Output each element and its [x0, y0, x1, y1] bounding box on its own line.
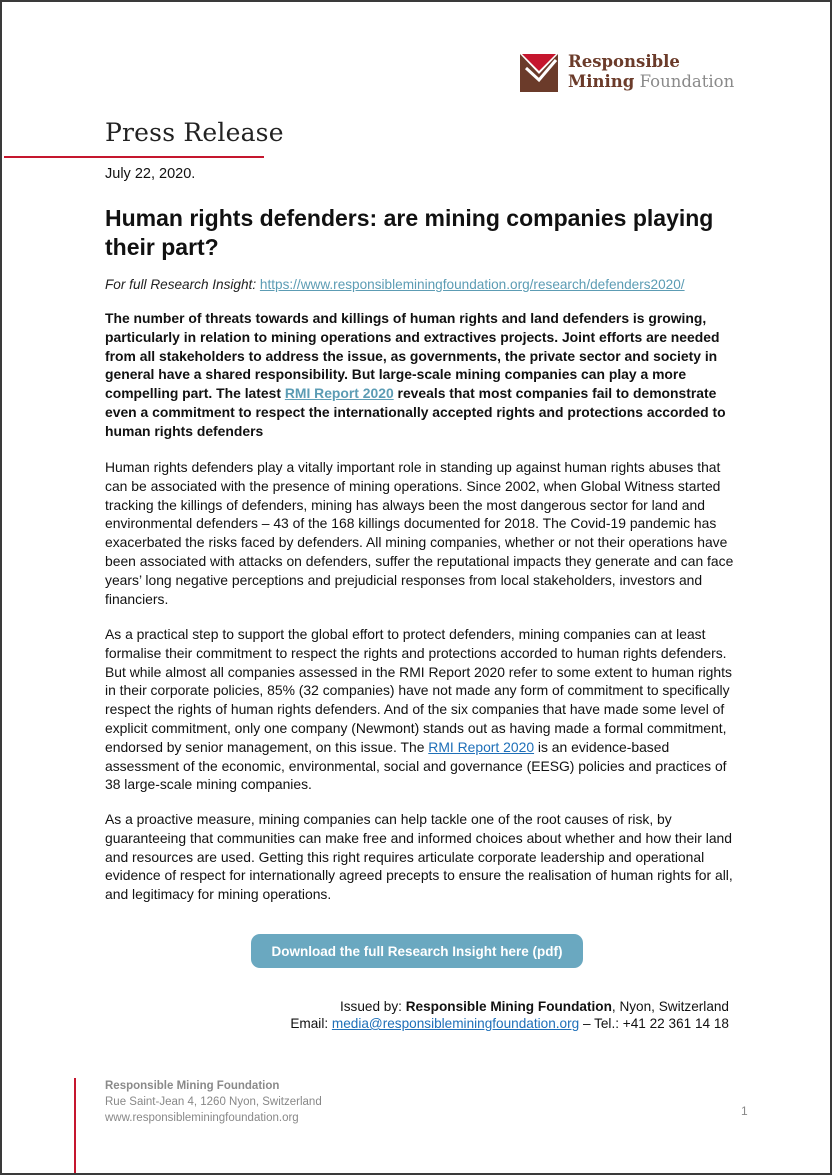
telephone: – Tel.: +41 22 361 14 18: [579, 1016, 729, 1031]
research-insight-line: [105, 277, 745, 292]
body-paragraph-2: [105, 625, 737, 794]
logo-word-foundation: Foundation: [639, 72, 735, 91]
download-pdf-button[interactable]: Download the full Research Insight here (pdf): [251, 934, 583, 968]
page-number: 1: [741, 1104, 748, 1118]
email-link[interactable]: media@responsibleminingfoundation.org: [331, 1016, 580, 1031]
issued-by-line: [129, 998, 729, 1015]
rmi-report-link-lead[interactable]: RMI Report 2020: [284, 385, 394, 402]
footer-street: Rue Saint-Jean 4, 1260 Nyon, Switzerland: [105, 1096, 322, 1108]
issued-location: , Nyon, Switzerland: [611, 999, 729, 1014]
logo-line-2: [568, 72, 734, 92]
envelope-check-icon: [520, 54, 558, 92]
footer-address: [105, 1078, 322, 1126]
rmf-logo: [520, 52, 734, 92]
insight-label: For full Research Insight: [105, 277, 253, 292]
issued-prefix: Issued by:: [339, 999, 406, 1014]
footer-org-name: Responsible Mining Foundation: [105, 1080, 280, 1092]
release-date: July 22, 2020.: [105, 166, 196, 182]
footer-website: www.responsibleminingfoundation.org: [105, 1112, 299, 1124]
issued-by-block: [129, 998, 729, 1032]
insight-colon: :: [252, 277, 260, 292]
contact-line: [129, 1015, 729, 1032]
lead-text-before: The number of threats towards and killings of human rights and land defenders is growing, particularly in relation to mining operations and extractives projects. Joint efforts are needed from all stakeholders to address the issue, as governments, the private sector and society in general have a shared responsibility. But large-scale mining companies can play a more compelling part. The latest: [105, 310, 720, 402]
headline: Human rights defenders: are mining companies playing their part?: [105, 205, 714, 260]
title-underline-rule: [4, 156, 264, 158]
rmi-report-link-body[interactable]: RMI Report 2020: [428, 738, 535, 755]
body-paragraph-3: As a proactive measure, mining companies can help tackle one of the root causes of risk, by guaranteeing that communities can make free and informed choices about whether and how their land and resources are used. Getting this right requires articulate corporate leadership and operational evidence of respect for internationally agreed precepts to ensure the realisation of human rights for all, and legitimacy for mining operations.: [105, 811, 733, 903]
press-release-title: Press Release: [105, 118, 284, 147]
insight-link[interactable]: https://www.responsibleminingfoundation.org/research/defenders2020/: [259, 277, 685, 292]
issued-org: Responsible Mining Foundation: [405, 999, 612, 1014]
footer-red-rule: [74, 1078, 76, 1175]
p2-text-before: As a practical step to support the global effort to protect defenders, mining companies can at least formalise their commitment to respect the rights and protections accorded to human rights defenders. But while almost all companies assessed in the RMI Report 2020 refer to some extent to human rights in their corporate policies, 85% (32 companies) have not made any form of commitment to specifically respect the rights of human rights defenders. And of the six companies that have made some level of explicit commitment, only one company (Newmont) stands out as having made a formal commitment, endorsed by senior management, on this issue. The: [105, 626, 732, 755]
lead-paragraph: [105, 309, 737, 441]
p2-text-after: is an evidence-based assessment of the economic, environmental, social and governance (EESG) policies and practices of 38 large-scale mining companies.: [105, 738, 727, 793]
email-label: Email:: [290, 1016, 332, 1031]
body-paragraph-1: Human rights defenders play a vitally important role in standing up against human rights abuses that can be associated with the presence of mining operations. Since 2002, when Global Witness started tracking the killings of defenders, mining has always been the most dangerous sector for land and environmental defenders – 43 of the 168 killings documented for 2018. The Covid-19 pandemic has exacerbated the risks faced by defenders. All mining companies, whether or not their operations have been associated with attacks on defenders, suffer the reputational impacts they generate and can face years’ long negative perceptions and prejudicial responses from local stakeholders, investors and financiers.: [105, 459, 734, 607]
logo-word-responsible: Responsible: [568, 52, 680, 71]
logo-word-mining: Mining: [568, 72, 635, 91]
logo-wordmark: [568, 52, 734, 92]
lead-text-after: reveals that most companies fail to demonstrate even a commitment to respect the internationally accepted rights and protections accorded to human rights defenders: [105, 385, 726, 439]
